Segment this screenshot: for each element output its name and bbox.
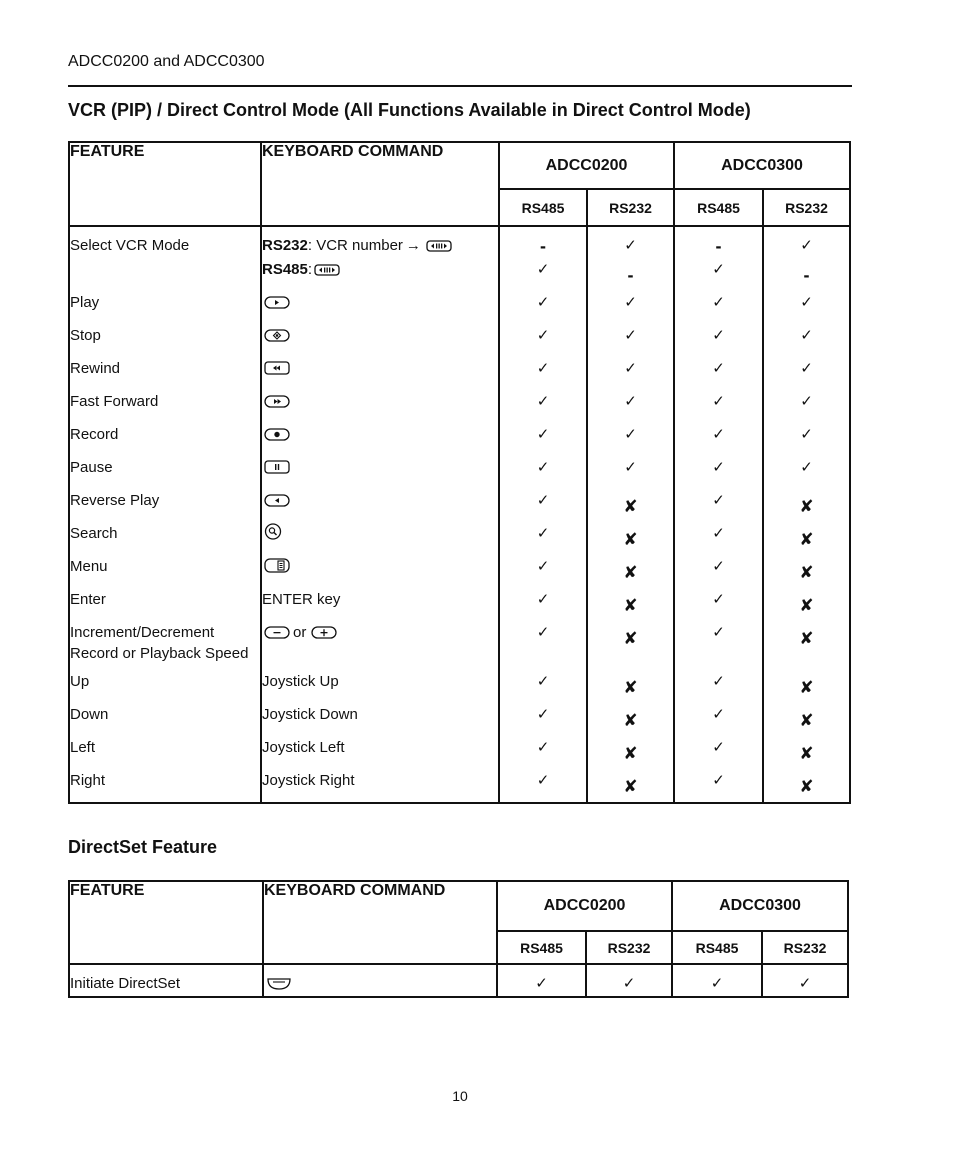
vcr-mode-key-icon xyxy=(426,237,452,258)
table-row xyxy=(69,292,850,325)
vcr-direct-control-title: VCR (PIP) / Direct Control Mode (All Functions Available in Direct Control Mode) xyxy=(68,100,751,120)
feature-name: Down xyxy=(70,706,109,723)
adcc0300-rs232-check-icon: ✓ xyxy=(763,424,850,457)
adcc0300-rs485-check-icon: ✓ xyxy=(674,556,763,589)
command-text: ENTER key xyxy=(262,591,341,608)
feature-name: Search xyxy=(70,525,118,542)
feature-name: Play xyxy=(70,294,100,311)
adcc0200-rs232-check-icon: ✓ xyxy=(586,964,672,997)
keyboard-command-cell xyxy=(261,292,499,325)
table-row xyxy=(69,325,850,358)
adcc0300-rs232-cross-icon: ✘ xyxy=(763,556,850,589)
adcc0300-rs232-check-icon: ✓ xyxy=(763,457,850,490)
keyboard-command-cell xyxy=(261,424,499,457)
adcc0200-rs485-check-icon: ✓ xyxy=(499,259,587,292)
directset-feature-title: DirectSet Feature xyxy=(68,837,218,857)
page-number: 10 xyxy=(452,1088,468,1104)
table-row xyxy=(69,704,850,737)
feature-cell xyxy=(69,737,261,770)
record-key-icon xyxy=(264,426,290,447)
adcc0300-rs232-cross-icon: ✘ xyxy=(763,671,850,704)
adcc0200-column-header: ADCC0200 xyxy=(499,142,674,189)
feature-column-header: FEATURE xyxy=(69,881,263,964)
adcc0300-rs485-check-icon: ✓ xyxy=(674,704,763,737)
adcc0200-rs485-check-icon: ✓ xyxy=(499,292,587,325)
document-header-title: ADCC0200 and ADCC0300 xyxy=(68,53,265,70)
adcc0200-rs485-check-icon: ✓ xyxy=(499,622,587,671)
feature-cell xyxy=(69,622,261,671)
adcc0200-rs232-cross-icon: ✘ xyxy=(587,589,674,622)
feature-name: Select VCR Mode xyxy=(70,237,190,254)
adcc0300-rs232-cross-icon: ✘ xyxy=(763,704,850,737)
adcc0200-rs232-check-icon: ✓ xyxy=(587,424,674,457)
table-row xyxy=(69,523,850,556)
adcc0300-rs485-header: RS485 xyxy=(672,931,762,964)
feature-name: Record xyxy=(70,426,119,443)
table-row xyxy=(69,424,850,457)
keyboard-command-cell xyxy=(261,622,499,671)
adcc0300-rs232-cross-icon: ✘ xyxy=(763,523,850,556)
table-row xyxy=(69,589,850,622)
adcc0200-rs232-header: RS232 xyxy=(586,931,672,964)
plus-key-icon xyxy=(311,624,337,645)
keyboard-command-cell xyxy=(261,737,499,770)
command-text: : xyxy=(307,261,313,278)
adcc0300-rs485-check-icon: ✓ xyxy=(674,325,763,358)
stop-key-icon xyxy=(264,327,290,348)
adcc0200-rs485-check-icon: ✓ xyxy=(499,704,587,737)
adcc0300-rs232-cross-icon: ✘ xyxy=(763,737,850,770)
adcc0200-rs485-check-icon: ✓ xyxy=(499,325,587,358)
adcc0200-rs232-check-icon: ✓ xyxy=(587,391,674,424)
feature-cell xyxy=(69,391,261,424)
adcc0300-rs232-cross-icon: ✘ xyxy=(763,589,850,622)
command-text: : VCR number xyxy=(307,237,403,254)
feature-name: Initiate DirectSet xyxy=(70,975,181,992)
table-row xyxy=(69,457,850,490)
adcc0300-rs232-dash-icon: - xyxy=(763,259,850,292)
command-text: Joystick Right xyxy=(262,772,355,789)
command-or-text: or xyxy=(293,624,307,641)
keyboard-command-cell xyxy=(263,964,497,997)
adcc0200-rs485-dash-icon: - xyxy=(499,226,587,259)
adcc0300-rs485-check-icon: ✓ xyxy=(674,391,763,424)
feature-cell xyxy=(69,292,261,325)
minus-key-icon xyxy=(264,624,290,645)
feature-name: Right xyxy=(70,772,106,789)
adcc0300-rs232-check-icon: ✓ xyxy=(763,226,850,259)
adcc0200-column-header: ADCC0200 xyxy=(497,881,672,931)
keyboard-command-cell xyxy=(261,325,499,358)
feature-cell xyxy=(69,424,261,457)
vcr-mode-key-icon xyxy=(314,261,340,282)
adcc0200-rs232-check-icon: ✓ xyxy=(587,457,674,490)
adcc0300-rs485-check-icon: ✓ xyxy=(674,490,763,523)
adcc0200-rs485-check-icon: ✓ xyxy=(499,424,587,457)
feature-name: Pause xyxy=(70,459,113,476)
keyboard-command-cell xyxy=(261,770,499,803)
adcc0300-rs485-check-icon: ✓ xyxy=(674,589,763,622)
adcc0200-rs485-check-icon: ✓ xyxy=(497,964,586,997)
feature-cell xyxy=(69,259,261,292)
adcc0300-rs485-check-icon: ✓ xyxy=(674,259,763,292)
table-row xyxy=(69,622,850,671)
adcc0300-rs232-cross-icon: ✘ xyxy=(763,622,850,671)
adcc0300-rs485-check-icon: ✓ xyxy=(674,424,763,457)
feature-name: Menu xyxy=(70,558,108,575)
feature-cell xyxy=(69,770,261,803)
command-interface-label: RS232 xyxy=(262,237,308,254)
adcc0300-rs485-check-icon: ✓ xyxy=(672,964,762,997)
directset-key-icon xyxy=(266,975,292,996)
adcc0200-rs485-header: RS485 xyxy=(497,931,586,964)
adcc0300-rs485-check-icon: ✓ xyxy=(674,523,763,556)
table-row xyxy=(69,259,850,292)
adcc0200-rs485-check-icon: ✓ xyxy=(499,671,587,704)
keyboard-command-cell xyxy=(261,358,499,391)
table-row xyxy=(69,556,850,589)
adcc0300-rs232-check-icon: ✓ xyxy=(763,292,850,325)
feature-name: Rewind xyxy=(70,360,121,377)
header-divider xyxy=(68,85,852,87)
adcc0200-rs232-check-icon: ✓ xyxy=(587,226,674,259)
directset-feature-table xyxy=(68,880,849,998)
feature-cell xyxy=(69,325,261,358)
adcc0200-rs232-dash-icon: - xyxy=(587,259,674,292)
adcc0300-rs232-header: RS232 xyxy=(762,931,848,964)
table-row xyxy=(69,490,850,523)
adcc0300-column-header: ADCC0300 xyxy=(674,142,850,189)
adcc0200-rs232-cross-icon: ✘ xyxy=(587,671,674,704)
table-row xyxy=(69,226,850,259)
keyboard-command-column-header: KEYBOARD COMMAND xyxy=(261,142,499,226)
feature-cell xyxy=(69,704,261,737)
keyboard-command-cell xyxy=(261,457,499,490)
reverse-play-key-icon xyxy=(264,492,290,513)
command-interface-label: RS485 xyxy=(262,261,308,278)
adcc0300-rs232-check-icon: ✓ xyxy=(763,325,850,358)
adcc0300-rs232-check-icon: ✓ xyxy=(762,964,848,997)
adcc0200-rs232-check-icon: ✓ xyxy=(587,358,674,391)
feature-cell xyxy=(69,671,261,704)
adcc0200-rs232-check-icon: ✓ xyxy=(587,292,674,325)
command-text: Joystick Up xyxy=(262,673,339,690)
keyboard-command-cell xyxy=(261,490,499,523)
adcc0300-rs232-cross-icon: ✘ xyxy=(763,770,850,803)
feature-name-line2: Record or Playback Speed xyxy=(70,645,249,662)
adcc0300-rs232-header: RS232 xyxy=(763,189,850,226)
menu-key-icon xyxy=(264,558,290,579)
adcc0200-rs485-check-icon: ✓ xyxy=(499,358,587,391)
table-row xyxy=(69,391,850,424)
adcc0200-rs232-cross-icon: ✘ xyxy=(587,704,674,737)
adcc0200-rs232-header: RS232 xyxy=(587,189,674,226)
adcc0300-rs485-check-icon: ✓ xyxy=(674,770,763,803)
adcc0300-rs485-check-icon: ✓ xyxy=(674,292,763,325)
adcc0200-rs232-check-icon: ✓ xyxy=(587,325,674,358)
feature-name: Increment/Decrement xyxy=(70,624,215,641)
fast-forward-key-icon xyxy=(264,393,290,414)
adcc0300-rs485-check-icon: ✓ xyxy=(674,358,763,391)
feature-name: Fast Forward xyxy=(70,393,159,410)
adcc0300-rs232-check-icon: ✓ xyxy=(763,391,850,424)
feature-cell xyxy=(69,523,261,556)
adcc0200-rs485-check-icon: ✓ xyxy=(499,490,587,523)
table-row xyxy=(69,964,848,997)
adcc0200-rs485-check-icon: ✓ xyxy=(499,589,587,622)
adcc0200-rs485-check-icon: ✓ xyxy=(499,457,587,490)
feature-cell xyxy=(69,589,261,622)
adcc0200-rs232-cross-icon: ✘ xyxy=(587,490,674,523)
vcr-direct-control-table xyxy=(68,141,851,804)
feature-cell xyxy=(69,226,261,259)
feature-name: Stop xyxy=(70,327,101,344)
command-text: Joystick Left xyxy=(262,739,345,756)
adcc0200-rs485-check-icon: ✓ xyxy=(499,556,587,589)
adcc0300-rs232-check-icon: ✓ xyxy=(763,358,850,391)
table-row xyxy=(69,770,850,803)
feature-column-header: FEATURE xyxy=(69,142,261,226)
adcc0200-rs232-cross-icon: ✘ xyxy=(587,556,674,589)
feature-cell xyxy=(69,457,261,490)
adcc0300-rs485-header: RS485 xyxy=(674,189,763,226)
adcc0200-rs485-check-icon: ✓ xyxy=(499,391,587,424)
arrow-icon: → xyxy=(405,237,421,254)
keyboard-command-cell xyxy=(261,671,499,704)
adcc0200-rs485-check-icon: ✓ xyxy=(499,770,587,803)
keyboard-command-cell xyxy=(261,589,499,622)
keyboard-command-cell xyxy=(261,523,499,556)
feature-cell xyxy=(69,556,261,589)
feature-name: Reverse Play xyxy=(70,492,160,509)
play-key-icon xyxy=(264,294,290,315)
adcc0200-rs485-check-icon: ✓ xyxy=(499,523,587,556)
feature-name: Up xyxy=(70,673,90,690)
keyboard-command-cell xyxy=(261,704,499,737)
table-row xyxy=(69,671,850,704)
adcc0300-rs485-check-icon: ✓ xyxy=(674,622,763,671)
adcc0200-rs485-header: RS485 xyxy=(499,189,587,226)
adcc0300-rs485-check-icon: ✓ xyxy=(674,671,763,704)
adcc0200-rs232-cross-icon: ✘ xyxy=(587,523,674,556)
adcc0200-rs232-cross-icon: ✘ xyxy=(587,622,674,671)
adcc0200-rs485-check-icon: ✓ xyxy=(499,737,587,770)
command-text: Joystick Down xyxy=(262,706,358,723)
adcc0200-rs232-cross-icon: ✘ xyxy=(587,770,674,803)
adcc0300-rs485-check-icon: ✓ xyxy=(674,737,763,770)
keyboard-command-column-header: KEYBOARD COMMAND xyxy=(263,881,497,964)
feature-name: Left xyxy=(70,739,96,756)
feature-cell xyxy=(69,964,263,997)
rewind-key-icon xyxy=(264,360,290,381)
feature-name: Enter xyxy=(70,591,106,608)
adcc0300-rs232-cross-icon: ✘ xyxy=(763,490,850,523)
keyboard-command-cell xyxy=(261,259,499,292)
table-row xyxy=(69,358,850,391)
pause-key-icon xyxy=(264,459,290,480)
keyboard-command-cell xyxy=(261,391,499,424)
adcc0200-rs232-cross-icon: ✘ xyxy=(587,737,674,770)
adcc0300-column-header: ADCC0300 xyxy=(672,881,848,931)
feature-cell xyxy=(69,490,261,523)
keyboard-command-cell xyxy=(261,226,499,259)
keyboard-command-cell xyxy=(261,556,499,589)
search-key-icon xyxy=(264,523,283,546)
adcc0300-rs485-dash-icon: - xyxy=(674,226,763,259)
feature-cell xyxy=(69,358,261,391)
adcc0300-rs485-check-icon: ✓ xyxy=(674,457,763,490)
table-row xyxy=(69,737,850,770)
